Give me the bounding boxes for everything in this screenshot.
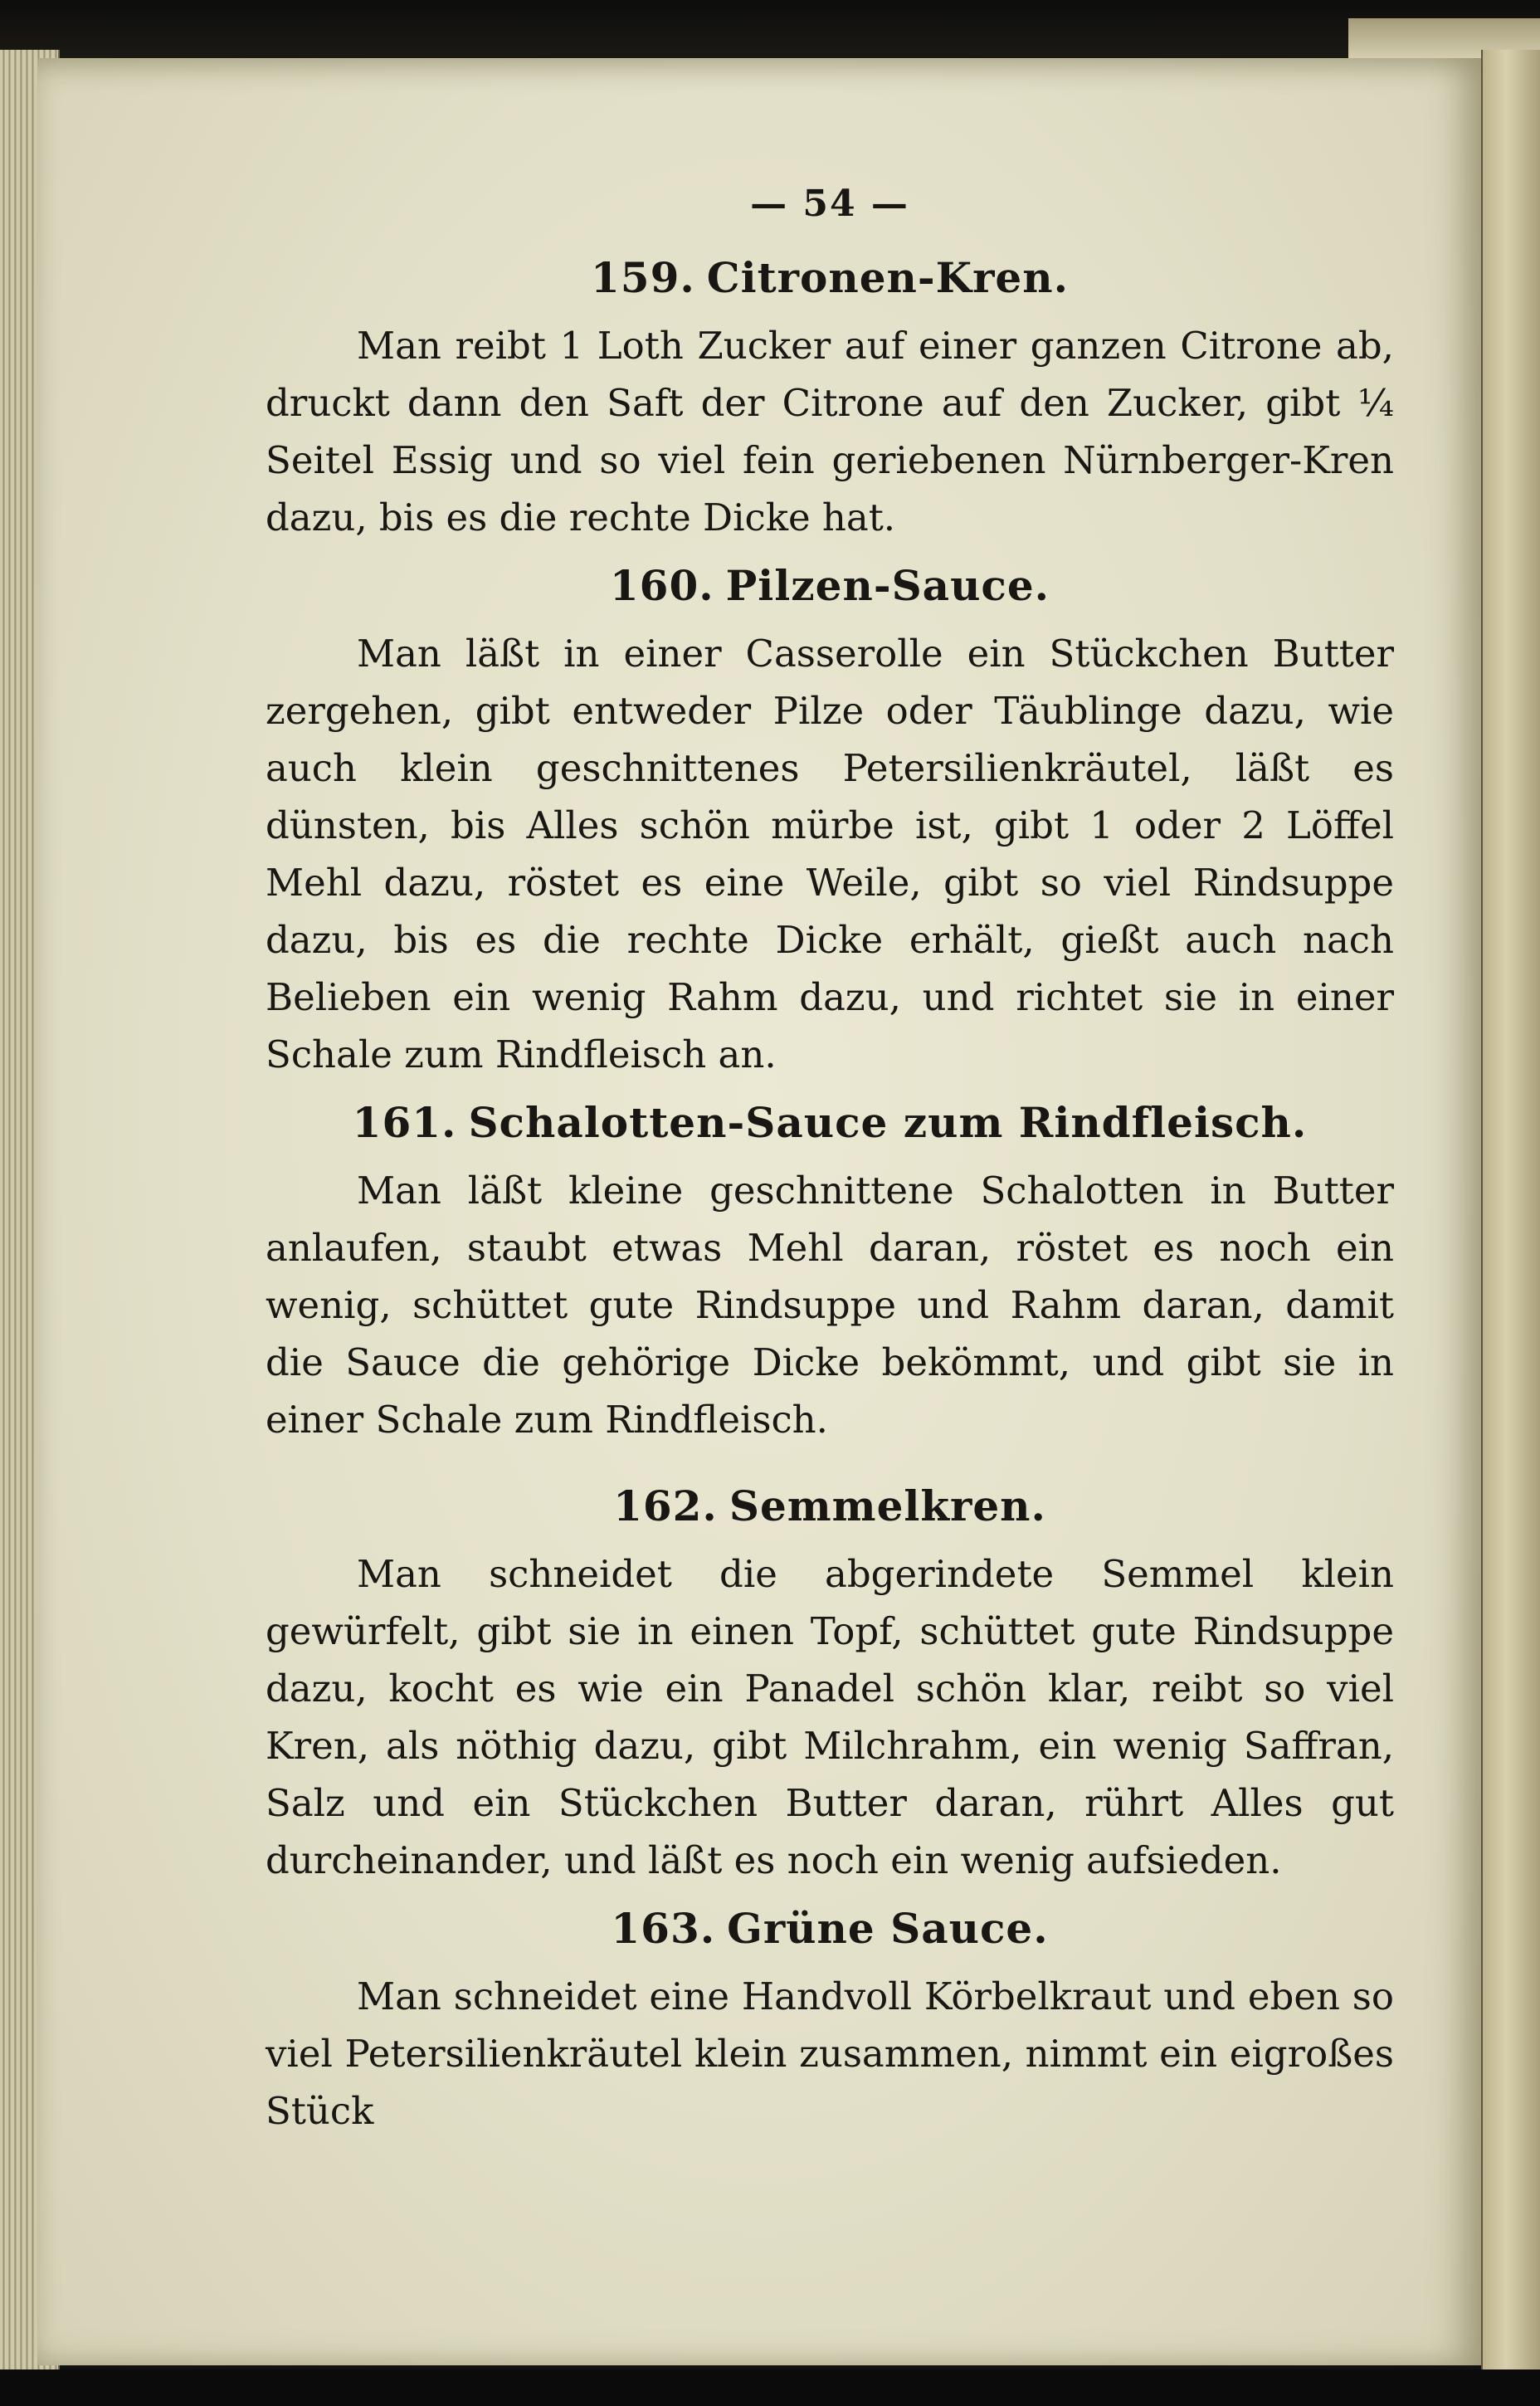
recipe-number: 161. [352, 1098, 457, 1147]
recipe-number: 160. [609, 561, 714, 610]
page-content [266, 166, 1394, 2155]
recipe-title: Schalotten-Sauce zum Rindfleisch. [468, 1098, 1308, 1147]
recipe-title: Pilzen-Sauce. [725, 561, 1050, 610]
recipe-heading [266, 1481, 1394, 1530]
recipe-number: 159. [591, 253, 695, 302]
recipe-number: 162. [613, 1481, 718, 1530]
recipe-text: Man läßt kleine geschnittene Schalotten in Butter anlaufen, staubt etwas Mehl daran, röstet es noch ein wenig, schüttet gute Rindsuppe und Rahm daran, damit die Sauce die gehörige Dicke bekömmt, und gibt sie in einer Schale zum Rindfleisch. [266, 1169, 1394, 1442]
recipe-162 [266, 1481, 1394, 1889]
scan-background-top [0, 0, 1540, 66]
spacer [266, 1463, 1394, 1481]
recipe-163 [266, 1904, 1394, 2140]
scan-background-bottom [0, 2369, 1540, 2406]
recipe-heading [266, 1098, 1394, 1147]
recipe-text: Man läßt in einer Casserolle ein Stückchen Butter zergehen, gibt entweder Pilze oder Täublinge dazu, wie auch klein geschnittenes Petersilienkräutel, läßt es dünsten, bis Alles schön mürbe ist, gibt 1 oder 2 Löffel Mehl dazu, röstet es eine Weile, gibt so viel Rindsuppe dazu, bis es die rechte Dicke erhält, gießt auch nach Belieben ein wenig Rahm dazu, und richtet sie in einer Schale zum Rindfleisch an. [266, 632, 1394, 1076]
next-page-edge [1481, 50, 1540, 2374]
recipe-number: 163. [611, 1904, 716, 1953]
recipe-text: Man schneidet die abgerindete Semmel klein gewürfelt, gibt sie in einen Topf, schüttet gute Rindsuppe dazu, kocht es wie ein Panadel schön klar, reibt so viel Kren, als nöthig dazu, gibt Milchrahm, ein wenig Saffran, Salz und ein Stückchen Butter daran, rührt Alles gut durcheinander, und läßt es noch ein wenig aufsieden. [266, 1552, 1394, 1882]
recipe-text: Man schneidet eine Handvoll Körbelkraut und eben so viel Petersilienkräutel klein zusammen, nimmt ein eigroßes Stück [266, 1974, 1394, 2133]
recipe-title: Grüne Sauce. [727, 1904, 1049, 1953]
recipe-161 [266, 1098, 1394, 1448]
recipe-heading [266, 561, 1394, 610]
recipe-text: Man reibt 1 Loth Zucker auf einer ganzen Citrone ab, druckt dann den Saft der Citrone auf den Zucker, gibt ¼ Seitel Essig und so viel fein geriebenen Nürnberger-Kren dazu, bis es die rechte Dicke hat. [266, 324, 1394, 539]
recipe-heading [266, 253, 1394, 302]
recipe-title: Semmelkren. [729, 1481, 1046, 1530]
recipe-title: Citronen-Kren. [706, 253, 1069, 302]
page-number: — 54 — [750, 183, 909, 225]
recipe-160 [266, 561, 1394, 1083]
recipe-heading [266, 1904, 1394, 1953]
recipe-159 [266, 253, 1394, 546]
